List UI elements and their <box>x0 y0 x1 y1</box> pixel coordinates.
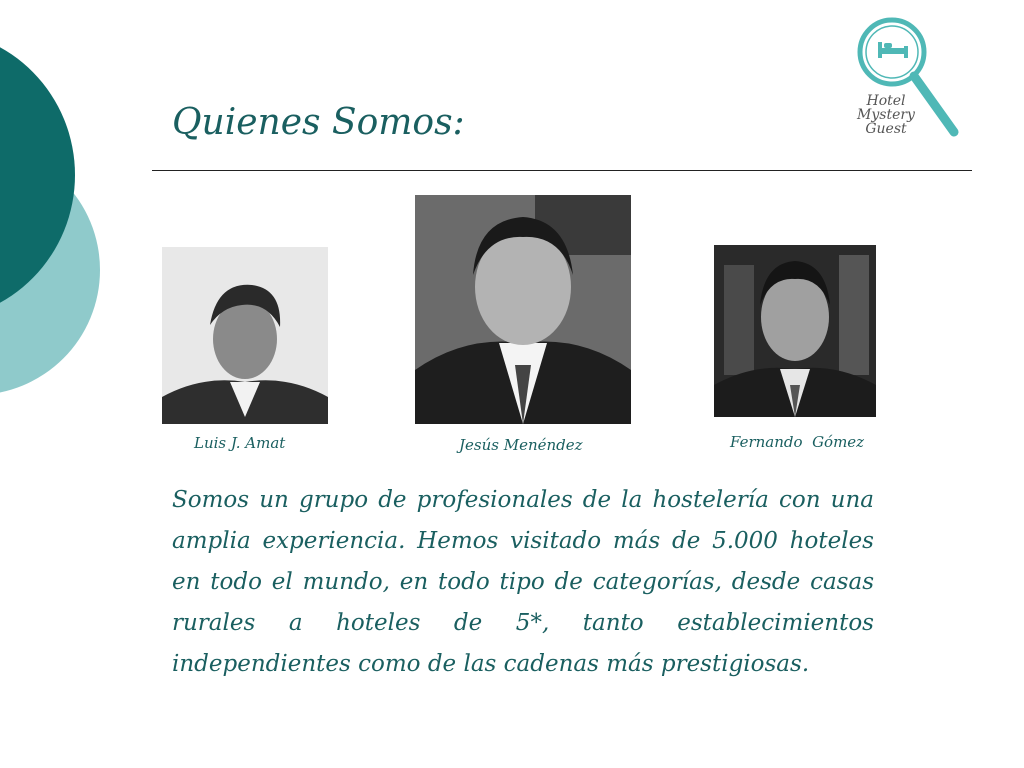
hotel-mystery-guest-logo <box>846 14 964 146</box>
person-name-3: Fernando Gómez <box>730 433 865 451</box>
portrait-photo-2 <box>415 195 631 424</box>
title-divider <box>152 170 972 171</box>
person-name-1: Luis J. Amat <box>194 434 286 452</box>
portrait-photo-3 <box>714 245 876 417</box>
logo-line-3: Guest <box>865 121 907 137</box>
logo-line-2: Mystery <box>857 107 915 123</box>
person-name-2: Jesús Menéndez <box>459 436 583 454</box>
logo-line-1: Hotel <box>866 93 906 109</box>
portrait-photo-1 <box>162 247 328 424</box>
slide-title: Quienes Somos: <box>172 102 465 143</box>
slide-body-text: Somos un grupo de profesionales de la hostelería con una amplia experiencia. Hemos visitado más de 5.000 hoteles en todo el mundo, en todo tipo de categorías, desde casas rurales a hoteles de 5*, tanto establecimientos independientes como de las cadenas más prestigiosas. <box>172 487 874 677</box>
